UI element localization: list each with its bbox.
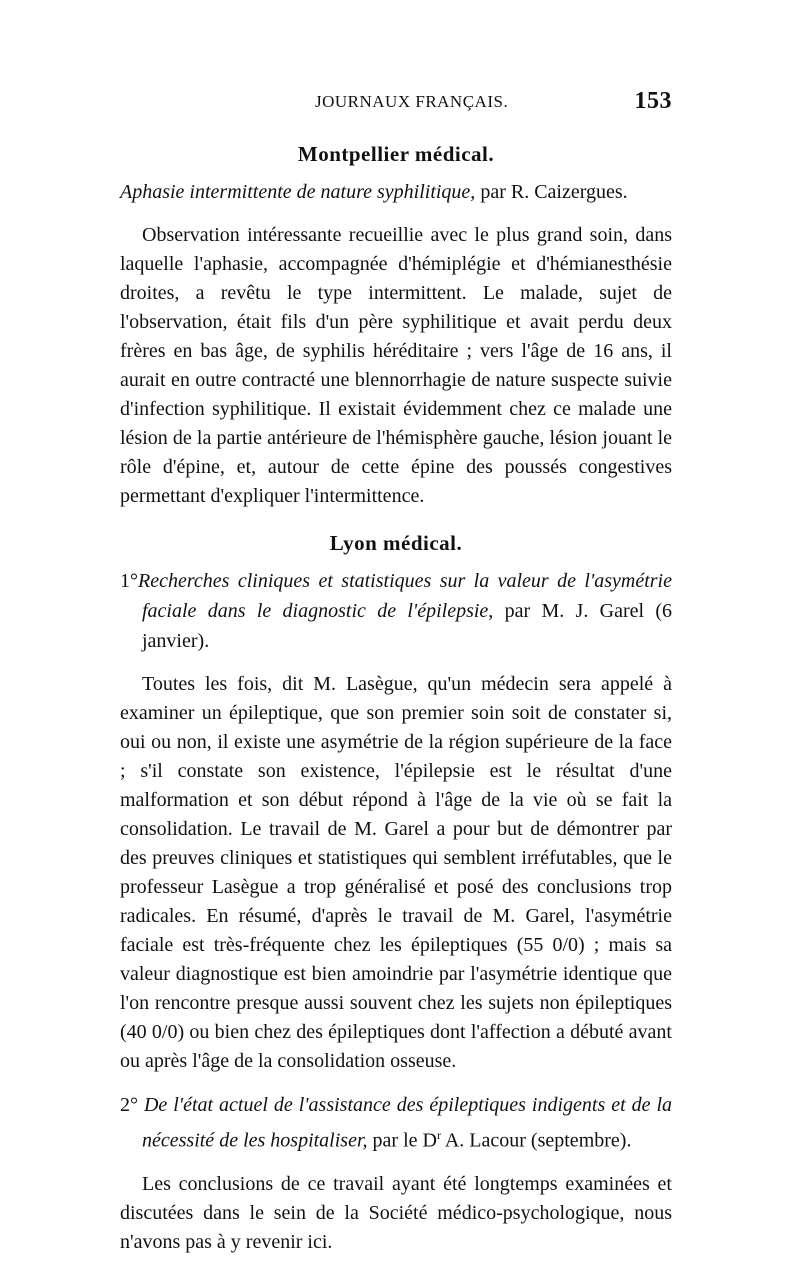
article-byline-prefix: par le D: [372, 1129, 437, 1152]
article-title-assistance: [120, 1090, 672, 1156]
running-title: JOURNAUX FRANÇAIS.: [315, 92, 509, 111]
article-title-aphasie: [120, 177, 672, 207]
article-title-text: Aphasie intermittente de nature syphilitique,: [120, 181, 476, 203]
article-number: 2°: [120, 1094, 138, 1116]
article-title-text: De l'état actuel de l'assistance des épileptiques indigents et de la nécessité de les hospitaliser,: [142, 1094, 673, 1152]
article-byline: par R. Caizergues.: [480, 181, 628, 203]
paragraph-conclusions: Les conclusions de ce travail ayant été longtemps examinées et discutées dans le sein de la Société médico-psychologique, nous n'avons pas à y revenir ici.: [120, 1172, 672, 1253]
page-number: 153: [634, 88, 672, 114]
article-title-text: Recherches cliniques et statistiques sur la valeur de l'asymétrie faciale dans le diagnostic de l'épilepsie,: [138, 570, 672, 622]
journal-heading-lyon: Lyon médical.: [329, 531, 463, 555]
article-byline: par M. J. Garel (6 janvier).: [142, 600, 673, 652]
article-byline-name: A. Lacour (septembre).: [444, 1129, 632, 1152]
article-title-asymetrie: [120, 566, 672, 656]
running-head: [120, 88, 672, 122]
page: [120, 88, 672, 1271]
paragraph-lasegue: Toutes les fois, dit M. Lasègue, qu'un médecin sera appelé à examiner un épileptique, que son premier soin soit de constater si, oui ou non, il existe une asymétrie de la région supérieure de la face ; s'il constate son existence, l'épilepsie est le résultat d'une malformation et son début répond à l'âge de la vie où se fait la consolidation. Le travail de M. Garel a pour but de démontrer par des preuves cliniques et statistiques qui semblent irréfutables, que le professeur Lasègue a trop généralisé et posé des conclusions trop radicales. En résumé, d'après le travail de M. Garel, l'asymétrie faciale est très-fréquente chez les épileptiques (55 0/0) ; mais sa valeur diagnostique est bien amoindrie par l'asymétrie identique que l'on rencontre presque aussi souvent chez les sujets non épileptiques (40 0/0) ou bien chez des épileptiques dont l'affection a débuté avant ou après l'âge de la consolidation osseuse.: [120, 673, 672, 1072]
article-number: 1°: [120, 570, 138, 592]
paragraph-observation: Observation intéressante recueillie avec le plus grand soin, dans laquelle l'aphasie, accompagnée d'hémiplégie et d'hémianesthésie droites, a revêtu le type intermittent. Le malade, sujet de l'observation, était fils d'un père syphilitique et avait perdu deux frères en bas âge, de syphilis héréditaire ; vers l'âge de 16 ans, il aurait en outre contracté une blennorrhagie de nature suspecte suivie d'infection syphilitique. Il existait évidemment chez ce malade une lésion de la partie antérieure de l'hémisphère gauche, lésion jouant le rôle d'épine, et, autour de cette épine des poussés congestives permettant d'expliquer l'intermittence.: [120, 224, 672, 507]
article-byline-sup: r: [436, 1128, 441, 1142]
journal-heading-montpellier: Montpellier médical.: [297, 142, 495, 166]
